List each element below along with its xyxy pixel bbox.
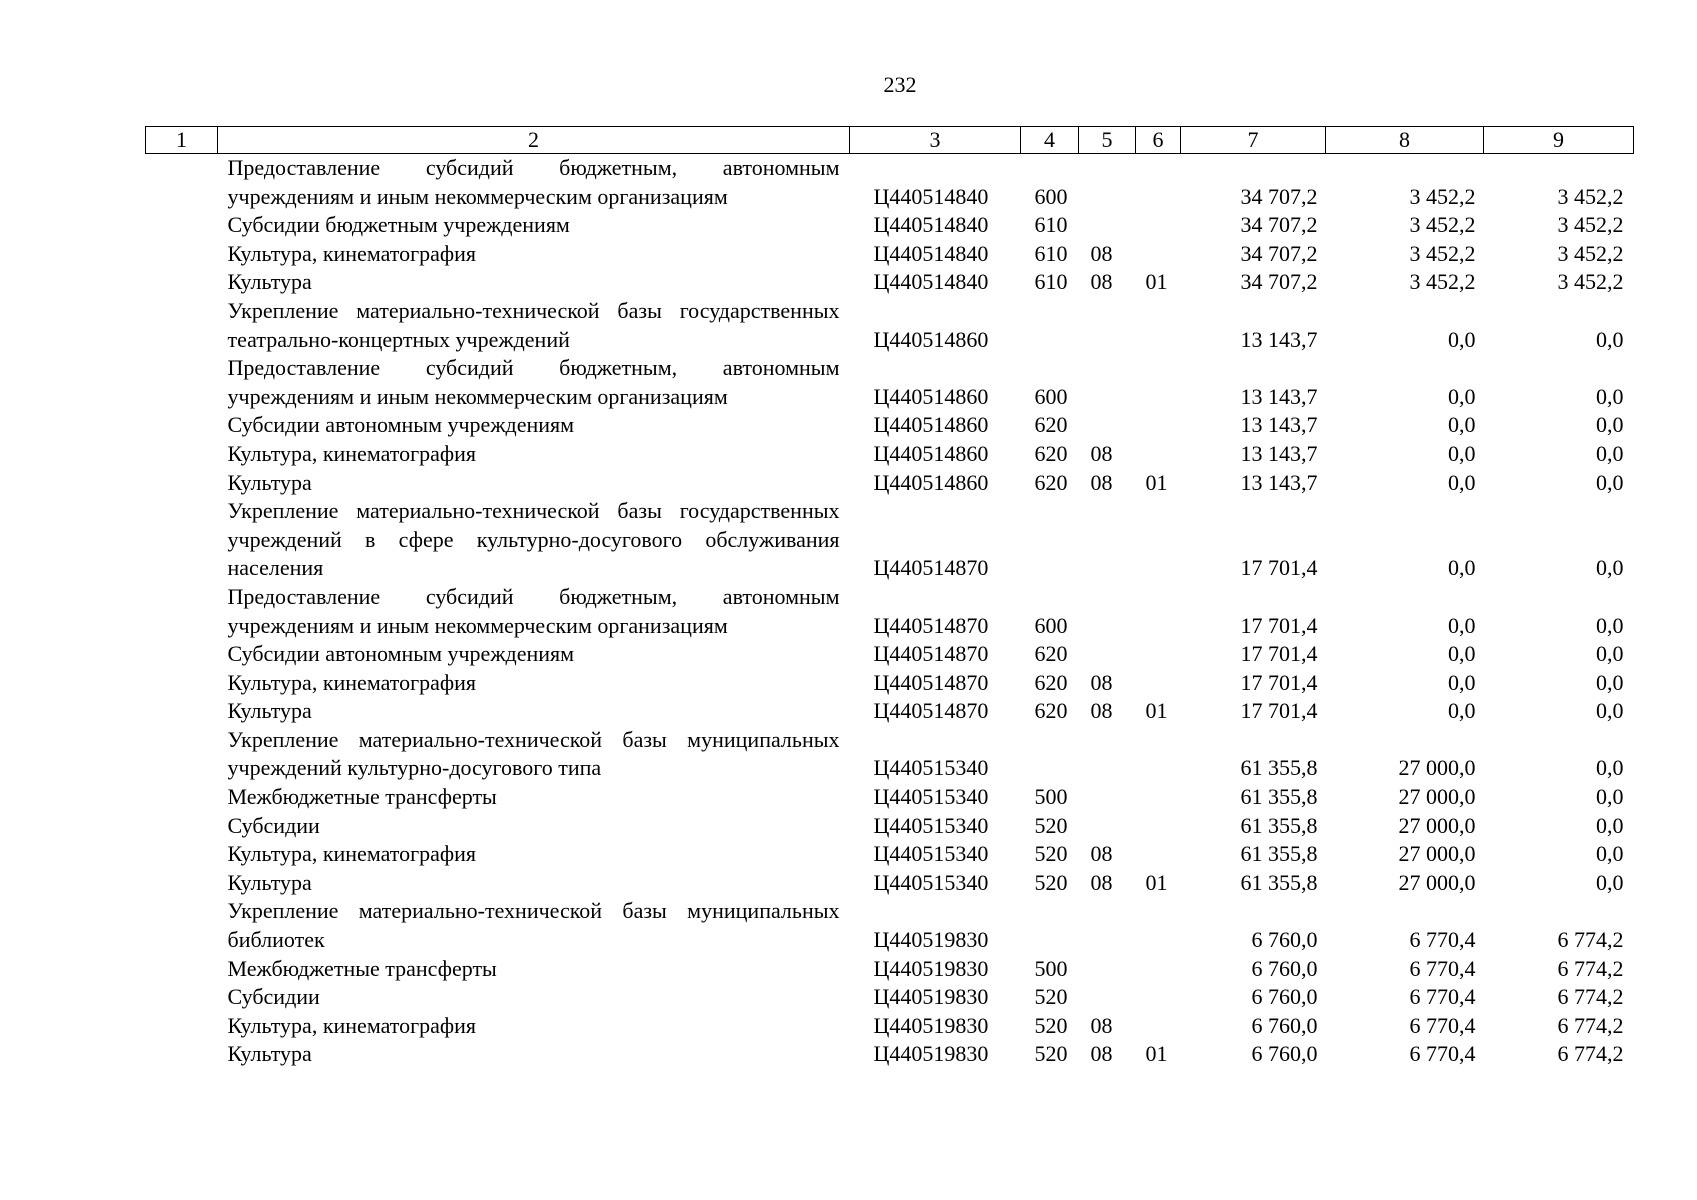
name-cell: Культура — [227, 1041, 312, 1067]
code-cell: Ц440519830 — [873, 955, 989, 981]
section-cell: 08 — [1090, 698, 1113, 724]
table-row — [146, 869, 1634, 898]
section-cell — [1079, 354, 1136, 411]
page-number: 232 — [883, 72, 917, 97]
subsection-cell: 01 — [1145, 1041, 1168, 1067]
table-row — [146, 897, 1634, 954]
code-cell: Ц440515340 — [873, 869, 989, 895]
code-cell: Ц440514870 — [873, 555, 989, 581]
value-9-cell: 6 774,2 — [1557, 927, 1624, 953]
value-8-cell: 0,0 — [1448, 698, 1476, 724]
section-cell — [1079, 497, 1136, 583]
vr-cell: 500 — [1034, 784, 1068, 810]
code-cell: Ц440514840 — [873, 269, 989, 295]
value-9-cell: 0,0 — [1596, 698, 1624, 724]
index-cell — [146, 297, 218, 354]
subsection-cell — [1136, 983, 1181, 1012]
section-cell: 08 — [1090, 841, 1113, 867]
index-cell — [146, 354, 218, 411]
budget-table — [145, 126, 1634, 1069]
value-8-cell: 0,0 — [1448, 669, 1476, 695]
section-cell — [1079, 297, 1136, 354]
header-row — [146, 127, 1634, 154]
name-cell: Межбюджетные трансферты — [227, 784, 497, 810]
subsection-cell — [1136, 812, 1181, 841]
value-7-cell: 6 760,0 — [1251, 927, 1318, 953]
code-cell: Ц440514870 — [873, 698, 989, 724]
name-cell: Укрепление материально-технической базы государственных учреждений в сфере культурно-досугового обслуживания населения — [227, 498, 840, 581]
section-cell: 08 — [1090, 1041, 1113, 1067]
index-cell — [146, 154, 218, 212]
subsection-cell — [1136, 411, 1181, 440]
value-7-cell: 34 707,2 — [1240, 183, 1318, 209]
value-7-cell: 61 355,8 — [1240, 841, 1318, 867]
column-header-6: 6 — [1136, 127, 1181, 154]
vr-cell — [1021, 897, 1079, 954]
value-8-cell: 0,0 — [1448, 383, 1476, 409]
value-8-cell: 0,0 — [1448, 412, 1476, 438]
value-9-cell: 0,0 — [1596, 755, 1624, 781]
vr-cell: 520 — [1034, 1041, 1068, 1067]
column-header-2: 2 — [218, 127, 850, 154]
value-7-cell: 17 701,4 — [1240, 612, 1318, 638]
value-8-cell: 0,0 — [1448, 555, 1476, 581]
name-cell: Субсидии — [227, 812, 320, 838]
value-9-cell: 3 452,2 — [1557, 212, 1624, 238]
value-8-cell: 3 452,2 — [1409, 269, 1476, 295]
value-7-cell: 61 355,8 — [1240, 812, 1318, 838]
table-row — [146, 640, 1634, 669]
table-row — [146, 783, 1634, 812]
table-row — [146, 697, 1634, 726]
value-7-cell: 13 143,7 — [1240, 383, 1318, 409]
value-8-cell: 27 000,0 — [1398, 869, 1476, 895]
section-cell: 08 — [1090, 240, 1113, 266]
value-8-cell: 0,0 — [1448, 612, 1476, 638]
column-header-9: 9 — [1484, 127, 1634, 154]
vr-cell: 610 — [1034, 212, 1068, 238]
section-cell — [1079, 726, 1136, 783]
value-8-cell: 0,0 — [1448, 326, 1476, 352]
value-8-cell: 6 770,4 — [1409, 984, 1476, 1010]
code-cell: Ц440514860 — [873, 469, 989, 495]
value-9-cell: 0,0 — [1596, 812, 1624, 838]
name-cell: Культура — [227, 869, 312, 895]
table-row — [146, 840, 1634, 869]
index-cell — [146, 697, 218, 726]
value-8-cell: 3 452,2 — [1409, 183, 1476, 209]
subsection-cell — [1136, 640, 1181, 669]
value-7-cell: 6 760,0 — [1251, 1041, 1318, 1067]
column-header-5: 5 — [1079, 127, 1136, 154]
value-9-cell: 6 774,2 — [1557, 984, 1624, 1010]
value-7-cell: 13 143,7 — [1240, 412, 1318, 438]
table-row — [146, 1040, 1634, 1069]
name-cell: Культура — [227, 269, 312, 295]
section-cell — [1079, 897, 1136, 954]
name-cell: Предоставление субсидий бюджетным, автономным учреждениям и иным некоммерческим организациям — [227, 155, 840, 209]
table-row — [146, 211, 1634, 240]
index-cell — [146, 840, 218, 869]
value-7-cell: 13 143,7 — [1240, 440, 1318, 466]
value-7-cell: 6 760,0 — [1251, 984, 1318, 1010]
subsection-cell — [1136, 240, 1181, 269]
vr-cell: 520 — [1034, 1012, 1068, 1038]
subsection-cell — [1136, 1012, 1181, 1041]
code-cell: Ц440514840 — [873, 240, 989, 266]
index-cell — [146, 497, 218, 583]
value-8-cell: 27 000,0 — [1398, 755, 1476, 781]
subsection-cell — [1136, 726, 1181, 783]
table-row — [146, 268, 1634, 297]
table-row — [146, 354, 1634, 411]
code-cell: Ц440515340 — [873, 812, 989, 838]
code-cell: Ц440514840 — [873, 183, 989, 209]
value-9-cell: 6 774,2 — [1557, 955, 1624, 981]
index-cell — [146, 812, 218, 841]
name-cell: Культура, кинематография — [227, 440, 477, 466]
section-cell — [1079, 812, 1136, 841]
index-cell — [146, 440, 218, 469]
section-cell: 08 — [1090, 469, 1113, 495]
code-cell: Ц440514860 — [873, 440, 989, 466]
value-9-cell: 0,0 — [1596, 784, 1624, 810]
code-cell: Ц440514870 — [873, 612, 989, 638]
code-cell: Ц440514860 — [873, 412, 989, 438]
table-row — [146, 983, 1634, 1012]
code-cell: Ц440514860 — [873, 383, 989, 409]
value-9-cell: 0,0 — [1596, 412, 1624, 438]
code-cell: Ц440514870 — [873, 669, 989, 695]
subsection-cell — [1136, 211, 1181, 240]
index-cell — [146, 869, 218, 898]
column-header-4: 4 — [1021, 127, 1079, 154]
name-cell: Культура — [227, 469, 312, 495]
vr-cell: 500 — [1034, 955, 1068, 981]
subsection-cell — [1136, 955, 1181, 984]
column-header-7: 7 — [1181, 127, 1326, 154]
value-9-cell: 0,0 — [1596, 669, 1624, 695]
value-8-cell: 0,0 — [1448, 641, 1476, 667]
index-cell — [146, 983, 218, 1012]
section-cell: 08 — [1090, 440, 1113, 466]
code-cell: Ц440514840 — [873, 212, 989, 238]
value-8-cell: 0,0 — [1448, 469, 1476, 495]
name-cell: Укрепление материально-технической базы муниципальных учреждений культурно-досугового типа — [227, 726, 840, 781]
subsection-cell — [1136, 154, 1181, 212]
name-cell: Субсидии автономным учреждениям — [227, 412, 575, 438]
value-8-cell: 27 000,0 — [1398, 812, 1476, 838]
value-7-cell: 6 760,0 — [1251, 955, 1318, 981]
value-7-cell: 34 707,2 — [1240, 240, 1318, 266]
index-cell — [146, 268, 218, 297]
table-row — [146, 440, 1634, 469]
vr-cell: 600 — [1034, 183, 1068, 209]
section-cell — [1079, 640, 1136, 669]
value-9-cell: 0,0 — [1596, 612, 1624, 638]
name-cell: Культура, кинематография — [227, 1012, 477, 1038]
value-7-cell: 13 143,7 — [1240, 326, 1318, 352]
table-row — [146, 411, 1634, 440]
value-9-cell: 0,0 — [1596, 555, 1624, 581]
section-cell: 08 — [1090, 1012, 1113, 1038]
value-8-cell: 6 770,4 — [1409, 1012, 1476, 1038]
subsection-cell — [1136, 440, 1181, 469]
vr-cell: 600 — [1034, 612, 1068, 638]
vr-cell: 620 — [1034, 698, 1068, 724]
section-cell: 08 — [1090, 869, 1113, 895]
index-cell — [146, 411, 218, 440]
index-cell — [146, 240, 218, 269]
value-7-cell: 17 701,4 — [1240, 698, 1318, 724]
vr-cell — [1021, 497, 1079, 583]
section-cell — [1079, 411, 1136, 440]
value-9-cell: 3 452,2 — [1557, 183, 1624, 209]
table-row — [146, 240, 1634, 269]
value-7-cell: 17 701,4 — [1240, 641, 1318, 667]
table-row — [146, 726, 1634, 783]
subsection-cell — [1136, 583, 1181, 640]
table-row — [146, 583, 1634, 640]
table-row — [146, 297, 1634, 354]
name-cell: Культура — [227, 698, 312, 724]
vr-cell — [1021, 297, 1079, 354]
vr-cell: 520 — [1034, 841, 1068, 867]
index-cell — [146, 1012, 218, 1041]
index-cell — [146, 211, 218, 240]
value-7-cell: 13 143,7 — [1240, 469, 1318, 495]
table-row — [146, 1012, 1634, 1041]
vr-cell: 620 — [1034, 440, 1068, 466]
code-cell: Ц440514860 — [873, 326, 989, 352]
name-cell: Культура, кинематография — [227, 669, 477, 695]
name-cell: Субсидии автономным учреждениям — [227, 641, 575, 667]
subsection-cell: 01 — [1145, 469, 1168, 495]
subsection-cell — [1136, 897, 1181, 954]
vr-cell: 520 — [1034, 869, 1068, 895]
name-cell: Предоставление субсидий бюджетным, автономным учреждениям и иным некоммерческим организациям — [227, 355, 840, 409]
value-7-cell: 34 707,2 — [1240, 212, 1318, 238]
value-8-cell: 6 770,4 — [1409, 1041, 1476, 1067]
name-cell: Субсидии — [227, 984, 320, 1010]
value-9-cell: 3 452,2 — [1557, 240, 1624, 266]
value-9-cell: 0,0 — [1596, 383, 1624, 409]
name-cell: Укрепление материально-технической базы муниципальных библиотек — [227, 898, 840, 953]
name-cell: Укрепление материально-технической базы государственных театрально-концертных учреждений — [227, 297, 840, 352]
table-row — [146, 469, 1634, 498]
value-9-cell: 6 774,2 — [1557, 1012, 1624, 1038]
value-9-cell: 6 774,2 — [1557, 1041, 1624, 1067]
value-7-cell: 61 355,8 — [1240, 869, 1318, 895]
table-row — [146, 669, 1634, 698]
vr-cell: 610 — [1034, 240, 1068, 266]
vr-cell: 520 — [1034, 984, 1068, 1010]
section-cell: 08 — [1090, 269, 1113, 295]
value-7-cell: 17 701,4 — [1240, 669, 1318, 695]
name-cell: Субсидии бюджетным учреждениям — [227, 212, 570, 238]
section-cell — [1079, 983, 1136, 1012]
table-row — [146, 154, 1634, 212]
name-cell: Межбюджетные трансферты — [227, 955, 497, 981]
subsection-cell: 01 — [1145, 698, 1168, 724]
vr-cell: 620 — [1034, 669, 1068, 695]
table-header — [146, 127, 1634, 154]
vr-cell: 620 — [1034, 469, 1068, 495]
subsection-cell: 01 — [1145, 269, 1168, 295]
value-9-cell: 0,0 — [1596, 869, 1624, 895]
code-cell: Ц440519830 — [873, 1012, 989, 1038]
value-8-cell: 6 770,4 — [1409, 955, 1476, 981]
column-header-3: 3 — [850, 127, 1021, 154]
value-8-cell: 3 452,2 — [1409, 212, 1476, 238]
code-cell: Ц440519830 — [873, 1041, 989, 1067]
vr-cell: 610 — [1034, 269, 1068, 295]
section-cell — [1079, 955, 1136, 984]
value-9-cell: 0,0 — [1596, 326, 1624, 352]
name-cell: Культура, кинематография — [227, 841, 477, 867]
code-cell: Ц440519830 — [873, 984, 989, 1010]
vr-cell: 600 — [1034, 383, 1068, 409]
code-cell: Ц440519830 — [873, 927, 989, 953]
vr-cell: 620 — [1034, 641, 1068, 667]
table-row — [146, 497, 1634, 583]
subsection-cell — [1136, 783, 1181, 812]
name-cell: Культура, кинематография — [227, 240, 477, 266]
subsection-cell: 01 — [1145, 869, 1168, 895]
value-9-cell: 0,0 — [1596, 469, 1624, 495]
column-header-1: 1 — [146, 127, 218, 154]
code-cell: Ц440515340 — [873, 784, 989, 810]
value-9-cell: 0,0 — [1596, 440, 1624, 466]
value-7-cell: 6 760,0 — [1251, 1012, 1318, 1038]
subsection-cell — [1136, 840, 1181, 869]
table-row — [146, 955, 1634, 984]
index-cell — [146, 726, 218, 783]
table-row — [146, 812, 1634, 841]
value-8-cell: 0,0 — [1448, 440, 1476, 466]
value-8-cell: 6 770,4 — [1409, 927, 1476, 953]
section-cell — [1079, 211, 1136, 240]
value-7-cell: 61 355,8 — [1240, 755, 1318, 781]
section-cell — [1079, 154, 1136, 212]
value-8-cell: 27 000,0 — [1398, 784, 1476, 810]
code-cell: Ц440514870 — [873, 641, 989, 667]
index-cell — [146, 583, 218, 640]
index-cell — [146, 897, 218, 954]
section-cell — [1079, 783, 1136, 812]
subsection-cell — [1136, 297, 1181, 354]
code-cell: Ц440515340 — [873, 841, 989, 867]
table-body — [146, 154, 1634, 1070]
value-8-cell: 3 452,2 — [1409, 240, 1476, 266]
section-cell: 08 — [1090, 669, 1113, 695]
budget-table-container — [145, 126, 1633, 1069]
column-header-8: 8 — [1326, 127, 1484, 154]
value-7-cell: 17 701,4 — [1240, 555, 1318, 581]
index-cell — [146, 640, 218, 669]
value-9-cell: 0,0 — [1596, 841, 1624, 867]
index-cell — [146, 1040, 218, 1069]
value-8-cell: 27 000,0 — [1398, 841, 1476, 867]
index-cell — [146, 669, 218, 698]
index-cell — [146, 469, 218, 498]
index-cell — [146, 955, 218, 984]
index-cell — [146, 783, 218, 812]
value-7-cell: 61 355,8 — [1240, 784, 1318, 810]
subsection-cell — [1136, 497, 1181, 583]
value-7-cell: 34 707,2 — [1240, 269, 1318, 295]
vr-cell — [1021, 726, 1079, 783]
name-cell: Предоставление субсидий бюджетным, автономным учреждениям и иным некоммерческим организациям — [227, 583, 840, 638]
section-cell — [1079, 583, 1136, 640]
code-cell: Ц440515340 — [873, 755, 989, 781]
subsection-cell — [1136, 669, 1181, 698]
value-9-cell: 3 452,2 — [1557, 269, 1624, 295]
value-9-cell: 0,0 — [1596, 641, 1624, 667]
vr-cell: 520 — [1034, 812, 1068, 838]
vr-cell: 620 — [1034, 412, 1068, 438]
subsection-cell — [1136, 354, 1181, 411]
